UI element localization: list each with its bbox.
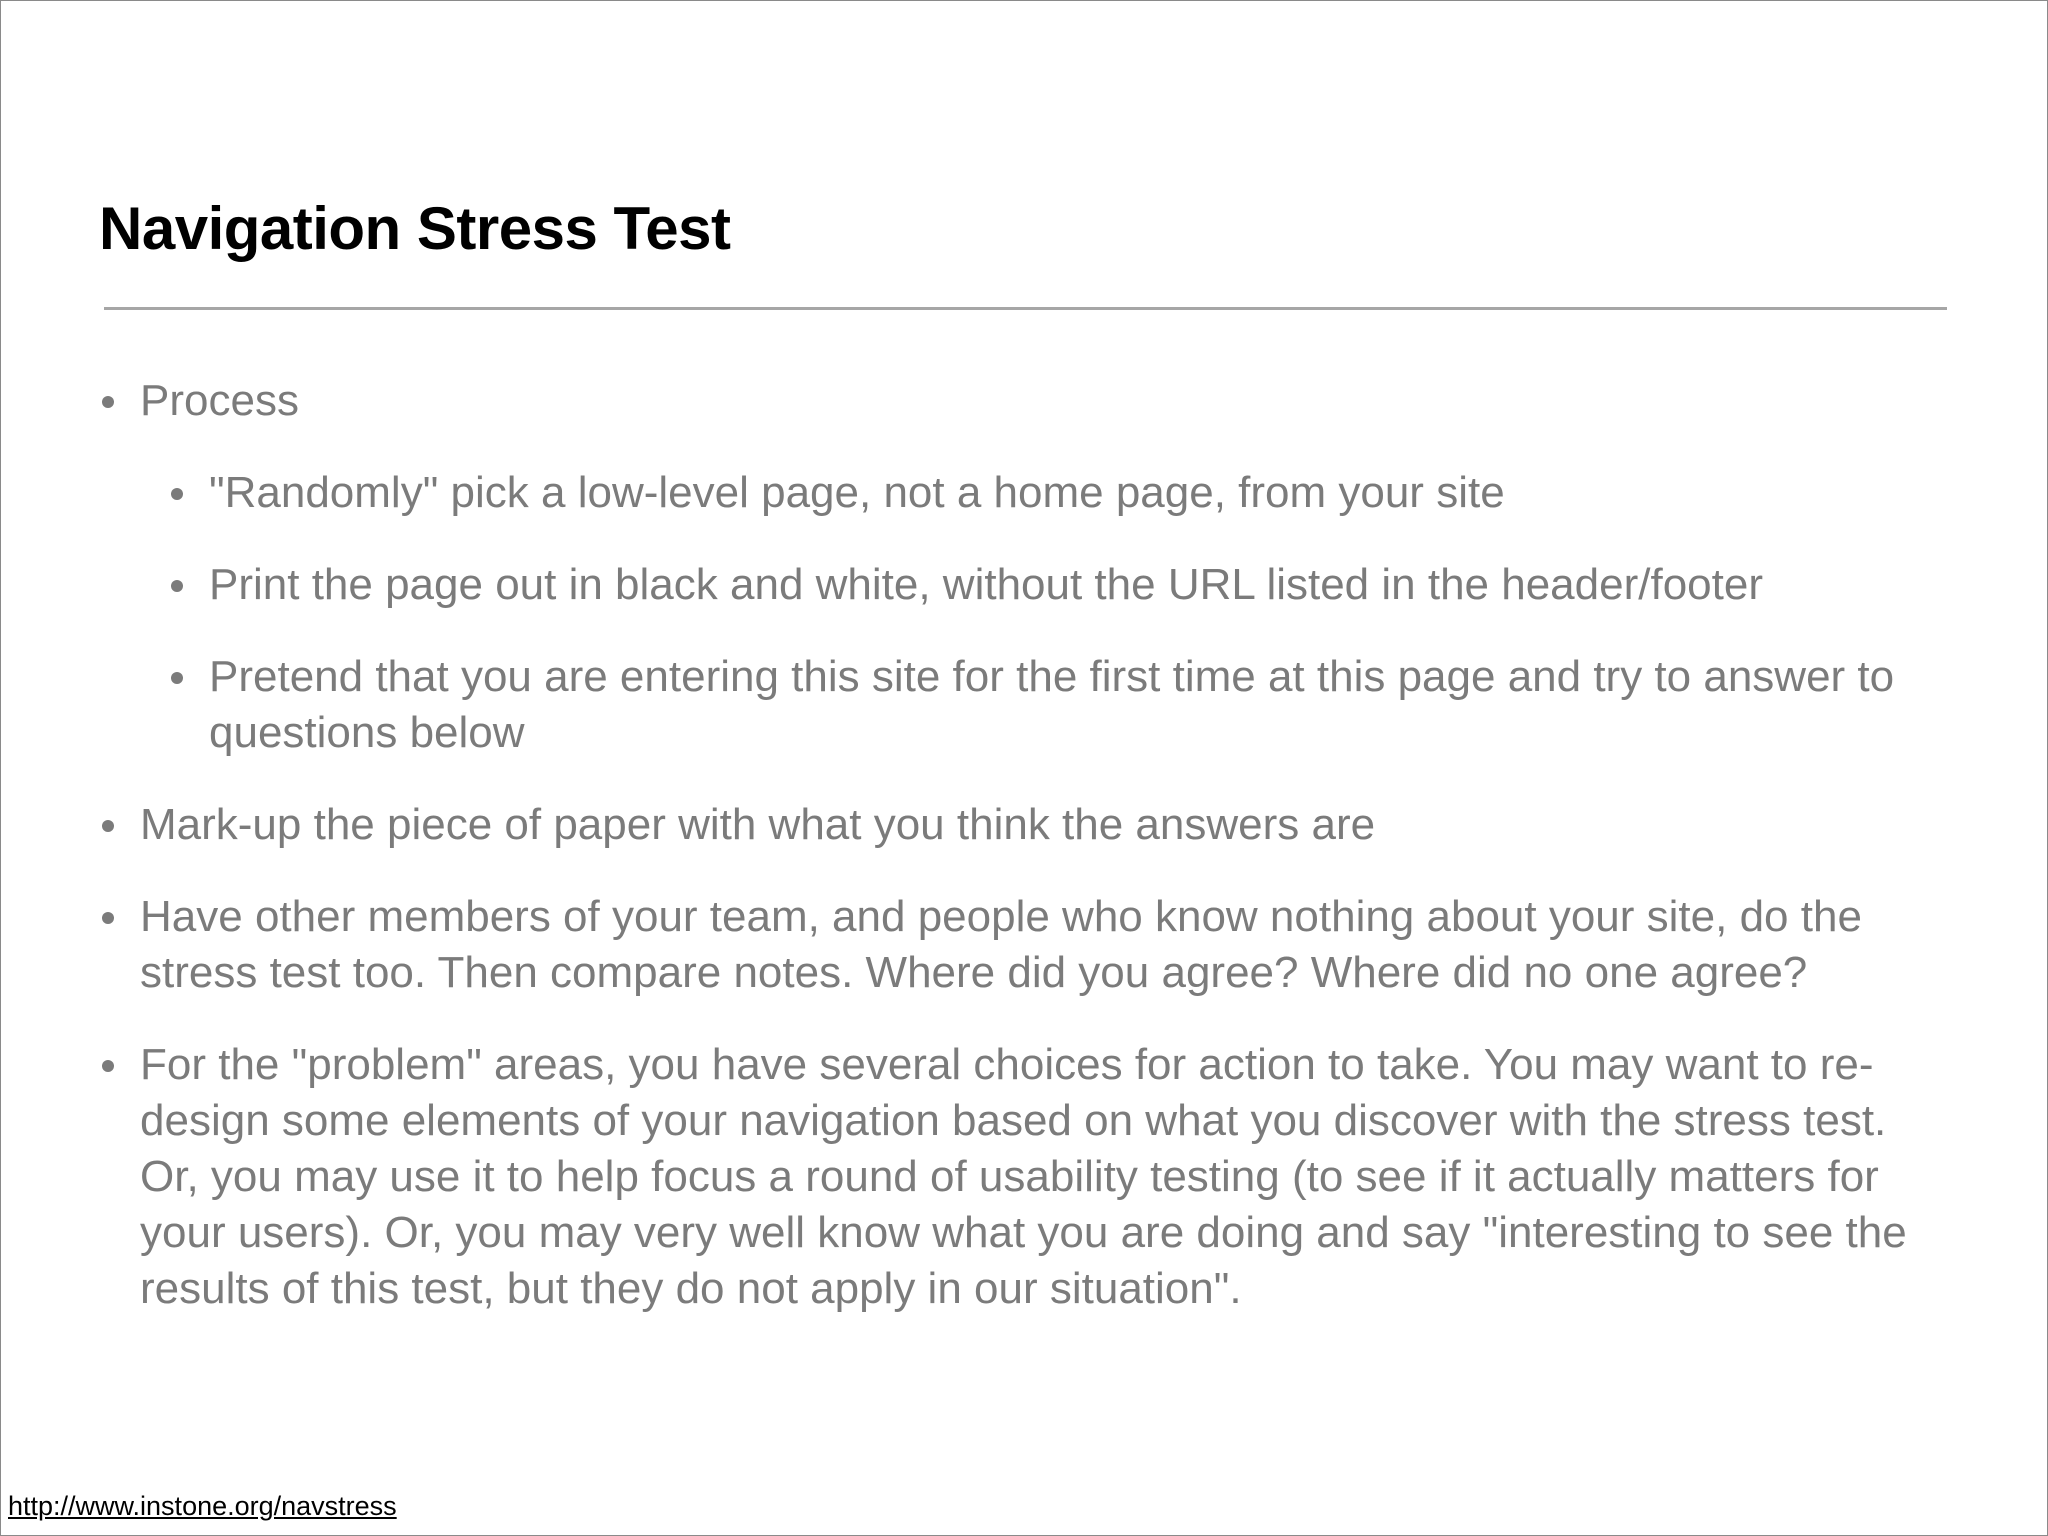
bullet-text: Print the page out in black and white, without the URL listed in the header/footer bbox=[209, 560, 1763, 609]
bullet-text: Have other members of your team, and people who know nothing about your site, do the stress test too. Then compare notes. Where did you agree? Where did no one agree? bbox=[140, 892, 1862, 997]
bullet-process bbox=[97, 373, 1957, 429]
bullet-problem-areas bbox=[97, 1037, 1957, 1317]
slide-title: Navigation Stress Test bbox=[99, 195, 731, 262]
sub-bullet-pick-page bbox=[97, 465, 1957, 521]
bullet-text: Pretend that you are entering this site for the first time at this page and try to answer to questions below bbox=[209, 652, 1895, 757]
bullet-mark-up bbox=[97, 797, 1957, 853]
title-divider bbox=[104, 307, 1947, 310]
bullet-text: Process bbox=[140, 376, 299, 425]
bullet-team-compare bbox=[97, 889, 1957, 1001]
bullet-text: Mark-up the piece of paper with what you think the answers are bbox=[140, 800, 1376, 849]
bullet-list bbox=[97, 373, 1957, 1353]
bullet-text: For the "problem" areas, you have several choices for action to take. You may want to re-design some elements of your navigation based on what you discover with the stress test. Or, you may use it to help focus a round of usability testing (to see if it actually matters for your users). Or, you may very well know what you are doing and say "interesting to see the results of this test, but they do not apply in our situation". bbox=[140, 1040, 1907, 1313]
bullet-text: "Randomly" pick a low-level page, not a home page, from your site bbox=[209, 468, 1505, 517]
sub-bullet-pretend bbox=[97, 649, 1957, 761]
sub-bullet-print-page bbox=[97, 557, 1957, 613]
source-url-link[interactable]: http://www.instone.org/navstress bbox=[8, 1491, 397, 1521]
